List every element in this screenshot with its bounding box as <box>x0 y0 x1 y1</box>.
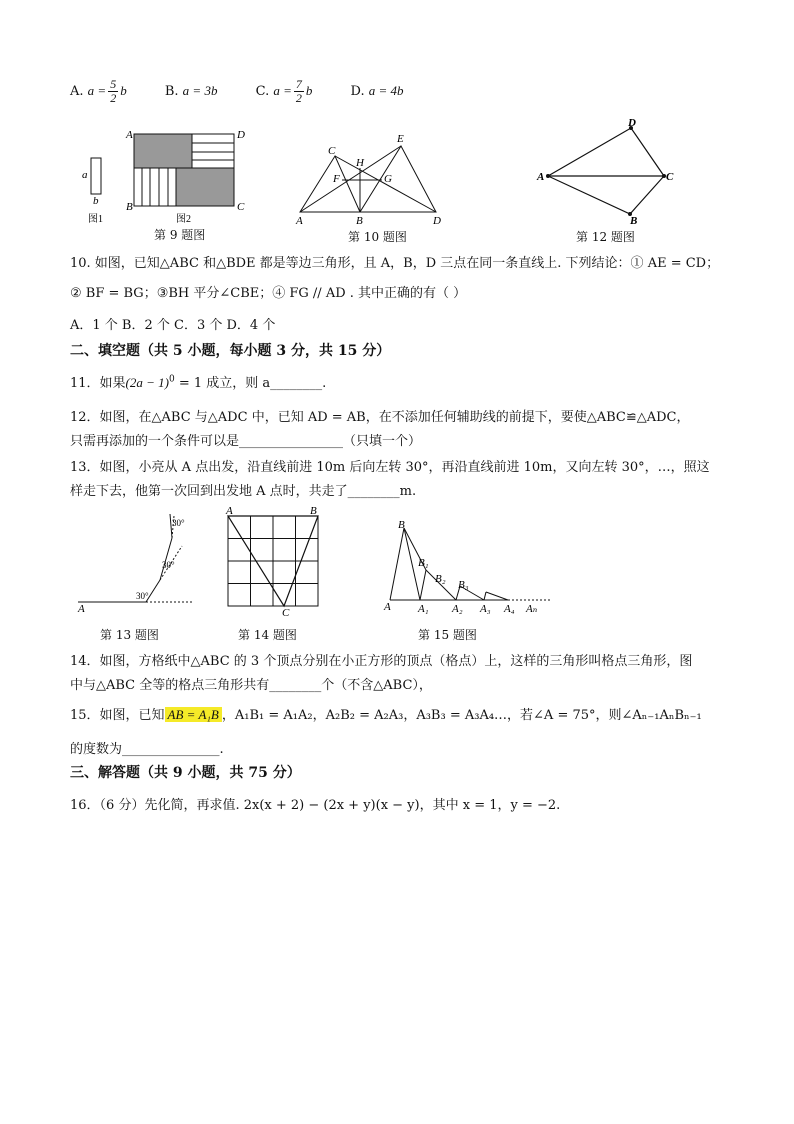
fig12-label-B: B <box>630 215 638 226</box>
fig9-label-b: b <box>93 195 99 207</box>
fig9-label-a: a <box>82 169 88 181</box>
fig10-label-B: B <box>356 215 363 226</box>
q13-line-1: 13．如图，小亮从 A 点出发，沿直线前进 10m 后向左转 30°，再沿直线前进 10m，又向左转 30°，…，照这 <box>70 460 710 475</box>
fig13-angle-3: 30° <box>172 518 185 528</box>
fig14-label-C: C <box>282 607 290 618</box>
fig15-label-B1: B₁ <box>418 557 429 569</box>
figure-15 <box>380 516 556 616</box>
q9-option-a: A. a = $\frac{5}{2}$ b <box>70 77 127 105</box>
q15-line-2: 的度数为_______________. <box>70 742 224 757</box>
figure-10 <box>290 128 450 226</box>
q9-option-b: B. a = 3b <box>164 83 218 99</box>
fig15-label-A3: A₃ <box>480 603 491 615</box>
figure-13 <box>74 510 204 614</box>
q10-line-2: ② BF = BG；③BH 平分∠CBE；④ FG // AD . 其中正确的有（ ） <box>70 286 467 301</box>
q12-line-1: 12．如图，在△ABC 与△ADC 中，已知 AD = AB，在不添加任何辅助线的前提下，要使△ABC≌△ADC， <box>70 410 690 425</box>
fig13-third-segment <box>160 538 172 580</box>
fig9-caption: 第 9 题图 <box>154 228 206 242</box>
fig9-label-A: A <box>126 129 133 141</box>
fig9-label-B: B <box>126 201 133 213</box>
fig14-label-B: B <box>310 506 317 517</box>
q10-options: A．1 个 B．2 个 C．3 个 D．4 个 <box>70 318 276 333</box>
fig9-shaded-top <box>134 134 192 168</box>
fig10-label-D: D <box>433 215 441 226</box>
fig12-caption: 第 12 题图 <box>576 230 635 244</box>
fig15-label-A1: A₁ <box>418 603 429 615</box>
fraction: $\frac{5}{2}$ <box>110 77 117 105</box>
q10-line-1: 10. 如图，已知△ABC 和△BDE 都是等边三角形，且 A，B，D 三点在同一条直线上. 下列结论：① AE = CD； <box>70 256 720 271</box>
fig10-triangle-bde <box>360 146 436 212</box>
q15-line-1: 15．如图，已知 AB = A₁B ，A₁B₁ = A₁A₂，A₂B₂ = A₂A₃，A₃B₃ = A₃A₄…，若∠A = 75°，则∠Aₙ₋₁AₙBₙ₋₁ <box>70 707 702 723</box>
fig15-label-B: B <box>398 519 405 531</box>
q14-line-1: 14．如图，方格纸中△ABC 的 3 个顶点分别在小正方形的顶点（格点）上，这样的三角形叫格点三角形，图 <box>70 654 693 669</box>
q13-line-2: 样走下去，他第一次回到出发地 A 点时，共走了________m. <box>70 484 417 499</box>
q9-options <box>70 78 438 105</box>
fraction: $\frac{7}{2}$ <box>295 77 302 105</box>
fig14-caption: 第 14 题图 <box>238 628 297 642</box>
fig10-label-G: G <box>384 173 392 185</box>
fig14-label-A: A <box>226 506 233 517</box>
fig13-caption: 第 13 题图 <box>100 628 159 642</box>
fig9-fig2-label: 图2 <box>176 214 191 224</box>
fig9-shaded-bottom <box>176 168 234 206</box>
fig10-label-C: C <box>328 145 336 157</box>
fig15-label-A: A <box>384 601 391 613</box>
fig15-label-B2: B₂ <box>435 573 446 585</box>
fig10-label-A: A <box>296 215 303 226</box>
fig15-label-A4: A₄ <box>504 603 515 615</box>
fig9-label-C: C <box>237 201 245 213</box>
highlighted-condition: AB = A₁B <box>165 707 222 722</box>
fig13-angle-1: 30° <box>136 591 149 601</box>
q14-line-2: 中与△ABC 全等的格点三角形共有________个（不含△ABC）， <box>70 678 432 693</box>
fig15-label-B3: B₃ <box>458 579 469 591</box>
figure-9 <box>80 128 250 224</box>
fig14-grid <box>228 516 318 606</box>
section-3-heading: 三、解答题（共 9 小题，共 75 分） <box>70 765 301 781</box>
fig15-label-A2: A₂ <box>452 603 463 615</box>
fig12-label-D: D <box>628 118 636 129</box>
fig10-label-H: H <box>356 157 364 169</box>
figure-14 <box>222 506 326 618</box>
q9-option-c: C. a = $\frac{7}{2}$ b <box>255 77 313 105</box>
section-2-heading: 二、填空题（共 5 小题，每小题 3 分，共 15 分） <box>70 343 391 359</box>
fig13-angle-2: 30° <box>162 560 175 570</box>
fig15-caption: 第 15 题图 <box>418 628 477 642</box>
q11-line: 11．如果$(2a - 1)^0 = 1$ 成立，则 a________. <box>70 374 327 391</box>
q12-line-2: 只需再添加的一个条件可以是________________（只填一个） <box>70 434 422 449</box>
fig12-label-C: C <box>666 171 674 183</box>
q9-option-d: D. a = 4b <box>350 83 404 99</box>
fig15-label-An: Aₙ <box>526 603 538 615</box>
fig12-quadrilateral <box>548 128 664 214</box>
fig9-label-D: D <box>237 129 245 141</box>
q16-line: 16．（6 分）先化简，再求值. 2x(x + 2) − (2x + y)(x − y)，其中 x = 1，y = −2. <box>70 798 561 813</box>
fig9-fig1-label: 图1 <box>88 214 103 224</box>
fig10-label-F: F <box>333 173 340 185</box>
fig9-small-rect <box>91 158 101 194</box>
fig12-label-A: A <box>537 171 545 183</box>
fig10-caption: 第 10 题图 <box>348 230 407 244</box>
fig13-label-A: A <box>78 603 85 614</box>
fig10-label-E: E <box>397 133 404 145</box>
figure-12 <box>534 118 684 226</box>
